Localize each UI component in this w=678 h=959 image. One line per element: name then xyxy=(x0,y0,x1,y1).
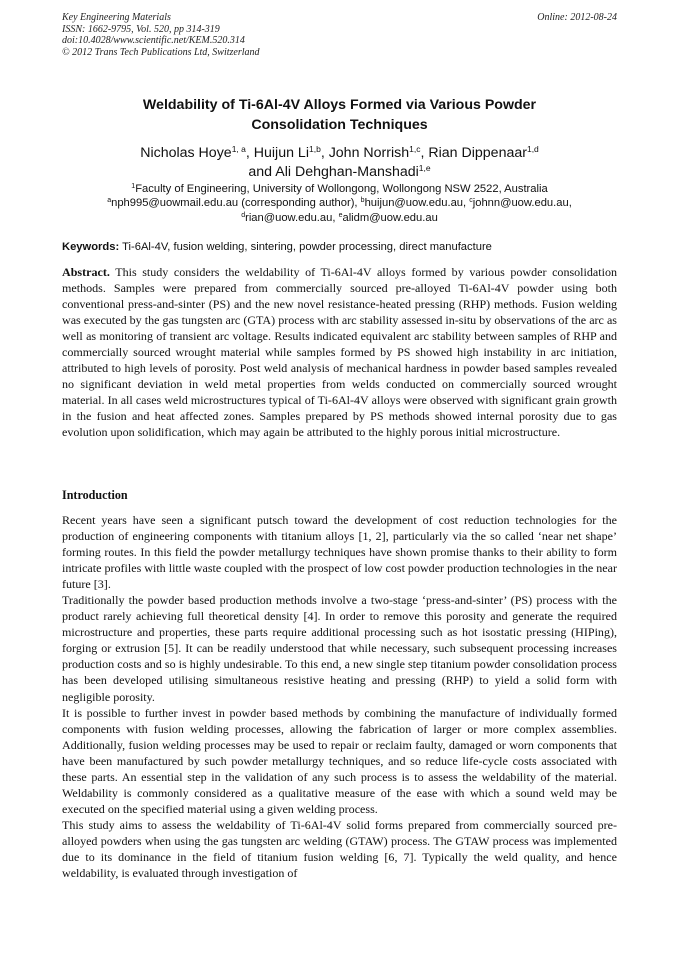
author-sup: 1,e xyxy=(418,163,431,173)
email: rian@uow.edu.au, xyxy=(245,211,336,224)
introduction-heading: Introduction xyxy=(62,488,128,502)
affiliation-marker: 1 xyxy=(131,183,136,190)
journal-doi: doi:10.4028/www.scientific.net/KEM.520.314 xyxy=(62,35,245,46)
author-name: Rian Dippenaar xyxy=(428,145,527,161)
journal-header xyxy=(62,12,617,58)
author-list: Nicholas Hoye$^{1, a}$, Huijun Li$^{1,b}$, John Norrish$^{1,c}$, Rian Dippenaar$^{1,d}$ and Ali Dehghan-Manshadi$^{1,e}$ xyxy=(140,144,539,180)
keywords-text: Ti-6Al-4V, fusion welding, sintering, powder processing, direct manufacture xyxy=(122,241,492,253)
author-sup: 1,b xyxy=(308,144,321,154)
paragraph: Recent years have seen a significant putsch toward the development of cost reduction technologies for the production of engineering components with titanium alloys [1, 2], particularly via the so called ‘near net shape’ forming routes. In this field the powder metallurgy techniques have shown promise thanks to their ability to form intricate profiles with little waste coupled with the prospect of low cost powder production technologies in the near future [3]. xyxy=(62,513,618,592)
author-sup: 1, a xyxy=(231,144,246,154)
author-sup: 1,d xyxy=(526,144,539,154)
abstract xyxy=(62,264,617,441)
affiliation-text: Faculty of Engineering, University of Wollongong, Wollongong NSW 2522, Australia xyxy=(135,183,548,195)
abstract-label: Abstract. xyxy=(62,265,110,279)
email: huijun@uow.edu.au, xyxy=(364,197,467,210)
email: johnn@uow.edu.au, xyxy=(472,197,572,210)
affiliation xyxy=(62,182,617,196)
journal-issn: ISSN: 1662-9795, Vol. 520, pp 314-319 xyxy=(62,23,220,35)
author-name: Huijun Li xyxy=(253,145,309,161)
author-name: John Norrish xyxy=(328,145,410,161)
title-line-1: Weldability of Ti-6Al-4V Alloys Formed via Various Powder xyxy=(142,97,537,113)
journal-name: Key Engineering Materials xyxy=(62,12,171,23)
introduction-body xyxy=(62,512,617,881)
email-marker: e xyxy=(338,211,343,219)
keywords xyxy=(62,240,617,254)
keywords-label: Keywords: xyxy=(62,241,120,253)
email: nph995@uowmail.edu.au (corresponding author), xyxy=(111,197,358,210)
author-name: Ali Dehghan-Manshadi xyxy=(275,164,419,180)
email-marker: a xyxy=(107,197,112,205)
emails-line-1 xyxy=(62,196,617,210)
affiliations xyxy=(62,182,617,225)
emails-line-2 xyxy=(62,211,617,225)
abstract-text: This study considers the weldability of Ti-6Al-4V alloys formed by various powder consolidation methods. Samples were prepared from commercially sourced pre-alloyed Ti-6Al-4V powder using both conventional press-and-sinter (PS) and the new novel resistance-heated pressing (RHP) methods. Fusion welding was executed by the gas tungsten arc (GTA) process with arc stability assessed in-situ by observations of the arc as well as monitoring of transient arc voltage. Results indicated equivalent arc stability between samples of RHP and commercially sourced wrought material while samples formed by PS showed high instability in arc initiation, attributed to high levels of porosity. Post weld analysis of mechanical hardness in powder based samples revealed no significant deviation in weld metal properties from welds conducted on commercially sourced wrought material. In all cases weld microstructures typical of Ti-6Al-4V alloys were observed with significant grain growth in the fusion and heat affected zones. Samples prepared by PS methods showed internal porosity due to gas evolution upon solidification, which may again be attributed to the highly porous initial microstructure. xyxy=(62,265,617,440)
author-sup: 1,c xyxy=(409,144,421,154)
email: alidm@uow.edu.au xyxy=(342,211,438,224)
email-marker: b xyxy=(360,197,365,205)
paragraph: It is possible to further invest in powder based methods by combining the manufacture of individually formed components with fusion welding processes, allowing the fabrication of larger or more complex assemblies. Additionally, fusion welding processes may be used to repair or reclaim faulty, damaged or worn components that have been manufactured by such powder metallurgy techniques, and so reduce life-cycle costs associated with these parts. An essential step in the validation of any such process is to assess the weldability of the material. Weldability is commonly considered as a qualitative measure of the ease with which a sound weld may be executed on the specified material using a given welding process. xyxy=(62,705,617,816)
title-line-2: Consolidation Techniques xyxy=(251,116,428,133)
paper-title xyxy=(62,96,617,135)
email-marker: c xyxy=(469,197,473,205)
online-date: Online: 2012-08-24 xyxy=(537,12,617,23)
journal-copyright: © 2012 Trans Tech Publications Ltd, Switzerland xyxy=(62,46,260,58)
author-name: Nicholas Hoye xyxy=(140,145,232,161)
paragraph: This study aims to assess the weldability of Ti-6Al-4V solid forms prepared from commercially sourced pre-alloyed powders when using the gas tungsten arc welding (GTAW) process. The GTAW process was implemented due to its dominance in the field of titanium fusion welding [6, 7]. Typically the weld quality, and hence weldability, is evaluated through investigation of xyxy=(62,817,617,881)
email-marker: d xyxy=(241,211,246,219)
paragraph: Traditionally the powder based production methods involve a two-stage ‘press-and-sinter’ (PS) process with the product rarely achieving full theoretical density [4]. In order to remove this porosity and generate the required microstructure and properties, these parts require additional processing such as hot isostatic pressing (HIPing), forging or extrusion [5]. It can be readily understood that while necessary, such subsequent processing increases production costs and so is highly undesirable. To this end, a new single step titanium powder consolidation process has been developed utilising simultaneous resistive heating and pressing (RHP) to yield a solid form with negligible porosity. xyxy=(62,593,617,704)
